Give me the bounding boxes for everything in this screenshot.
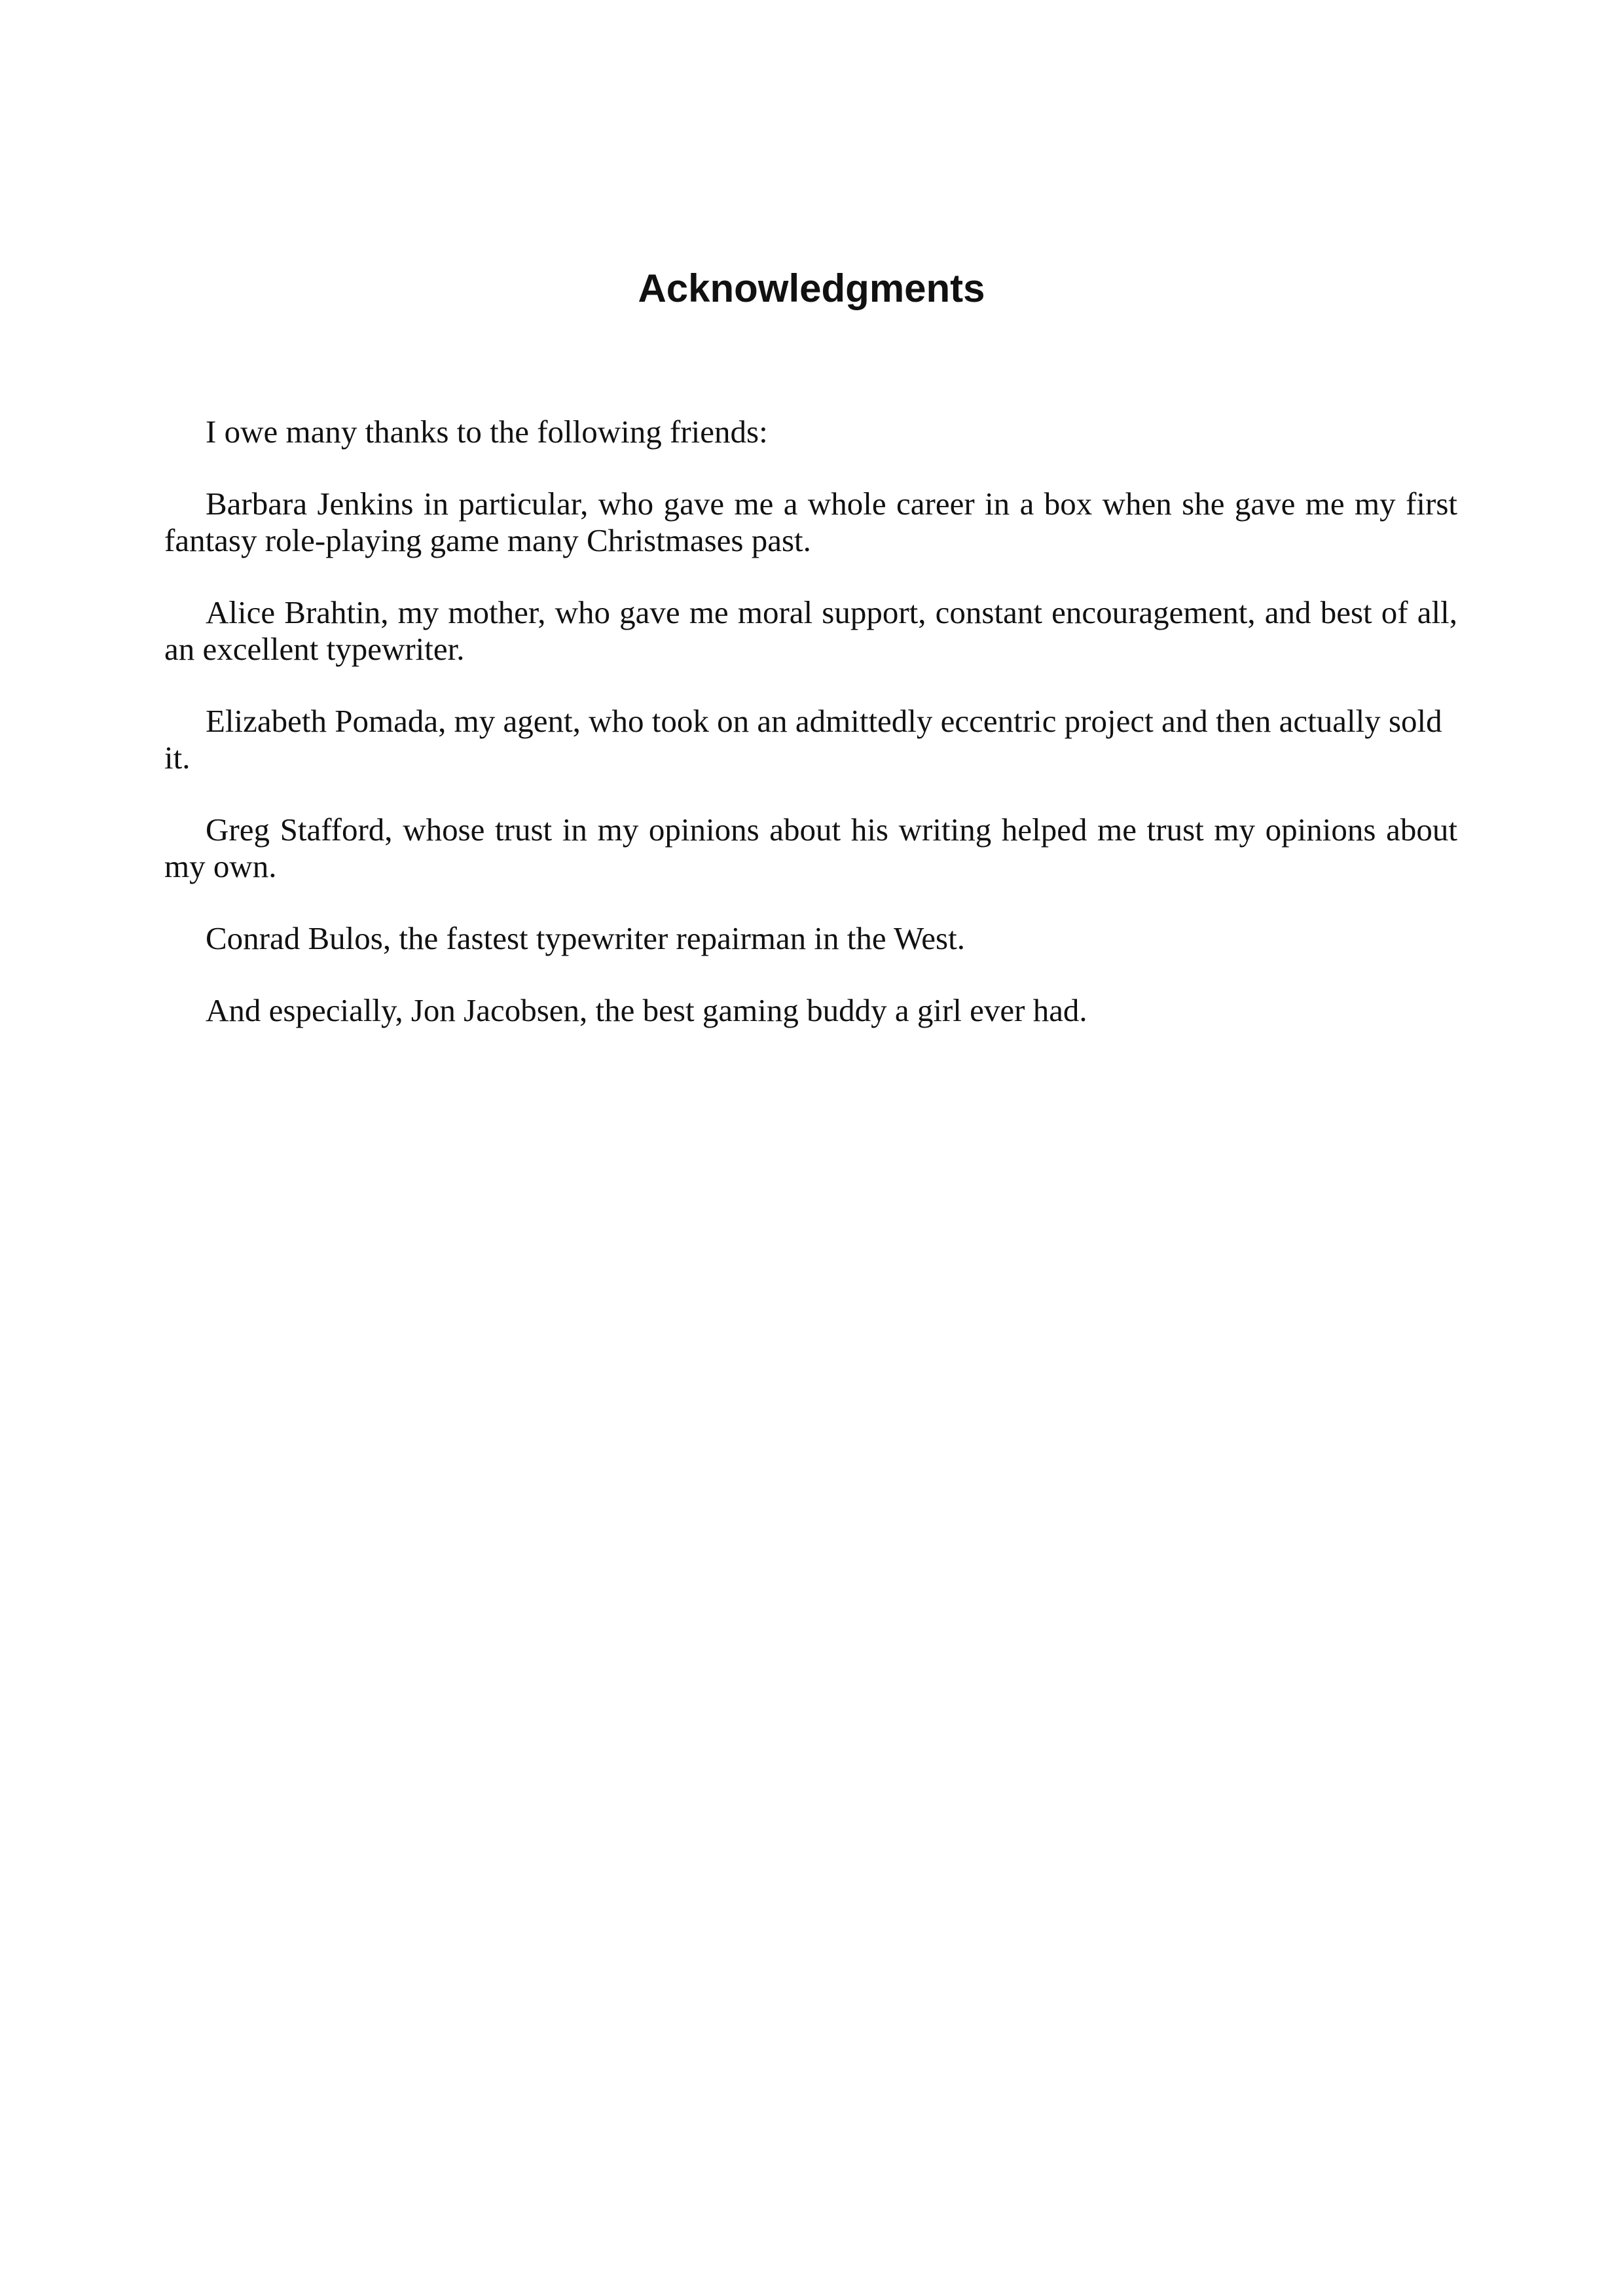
paragraph-intro: I owe many thanks to the following friends: — [206, 414, 768, 450]
paragraph-greg-stafford: Greg Stafford, whose trust in my opinions about his writing helped me trust my opinions about my own. — [164, 812, 1457, 884]
acknowledgments-body — [164, 414, 1457, 1064]
paragraph-elizabeth-pomada: Elizabeth Pomada, my agent, who took on an admittedly eccentric project and then actually sold it. — [164, 703, 1442, 776]
paragraph-barbara-jenkins: Barbara Jenkins in particular, who gave me a whole career in a box when she gave me my first fantasy role-playing game many Christmases past. — [164, 486, 1457, 558]
page-title: Acknowledgments — [638, 266, 985, 310]
paragraph-alice-brahtin: Alice Brahtin, my mother, who gave me moral support, constant encouragement, and best of all, an excellent typewriter. — [164, 594, 1457, 667]
paragraph-jon-jacobsen: And especially, Jon Jacobsen, the best gaming buddy a girl ever had. — [206, 992, 1087, 1028]
paragraph-conrad-bulos: Conrad Bulos, the fastest typewriter repairman in the West. — [206, 920, 965, 956]
